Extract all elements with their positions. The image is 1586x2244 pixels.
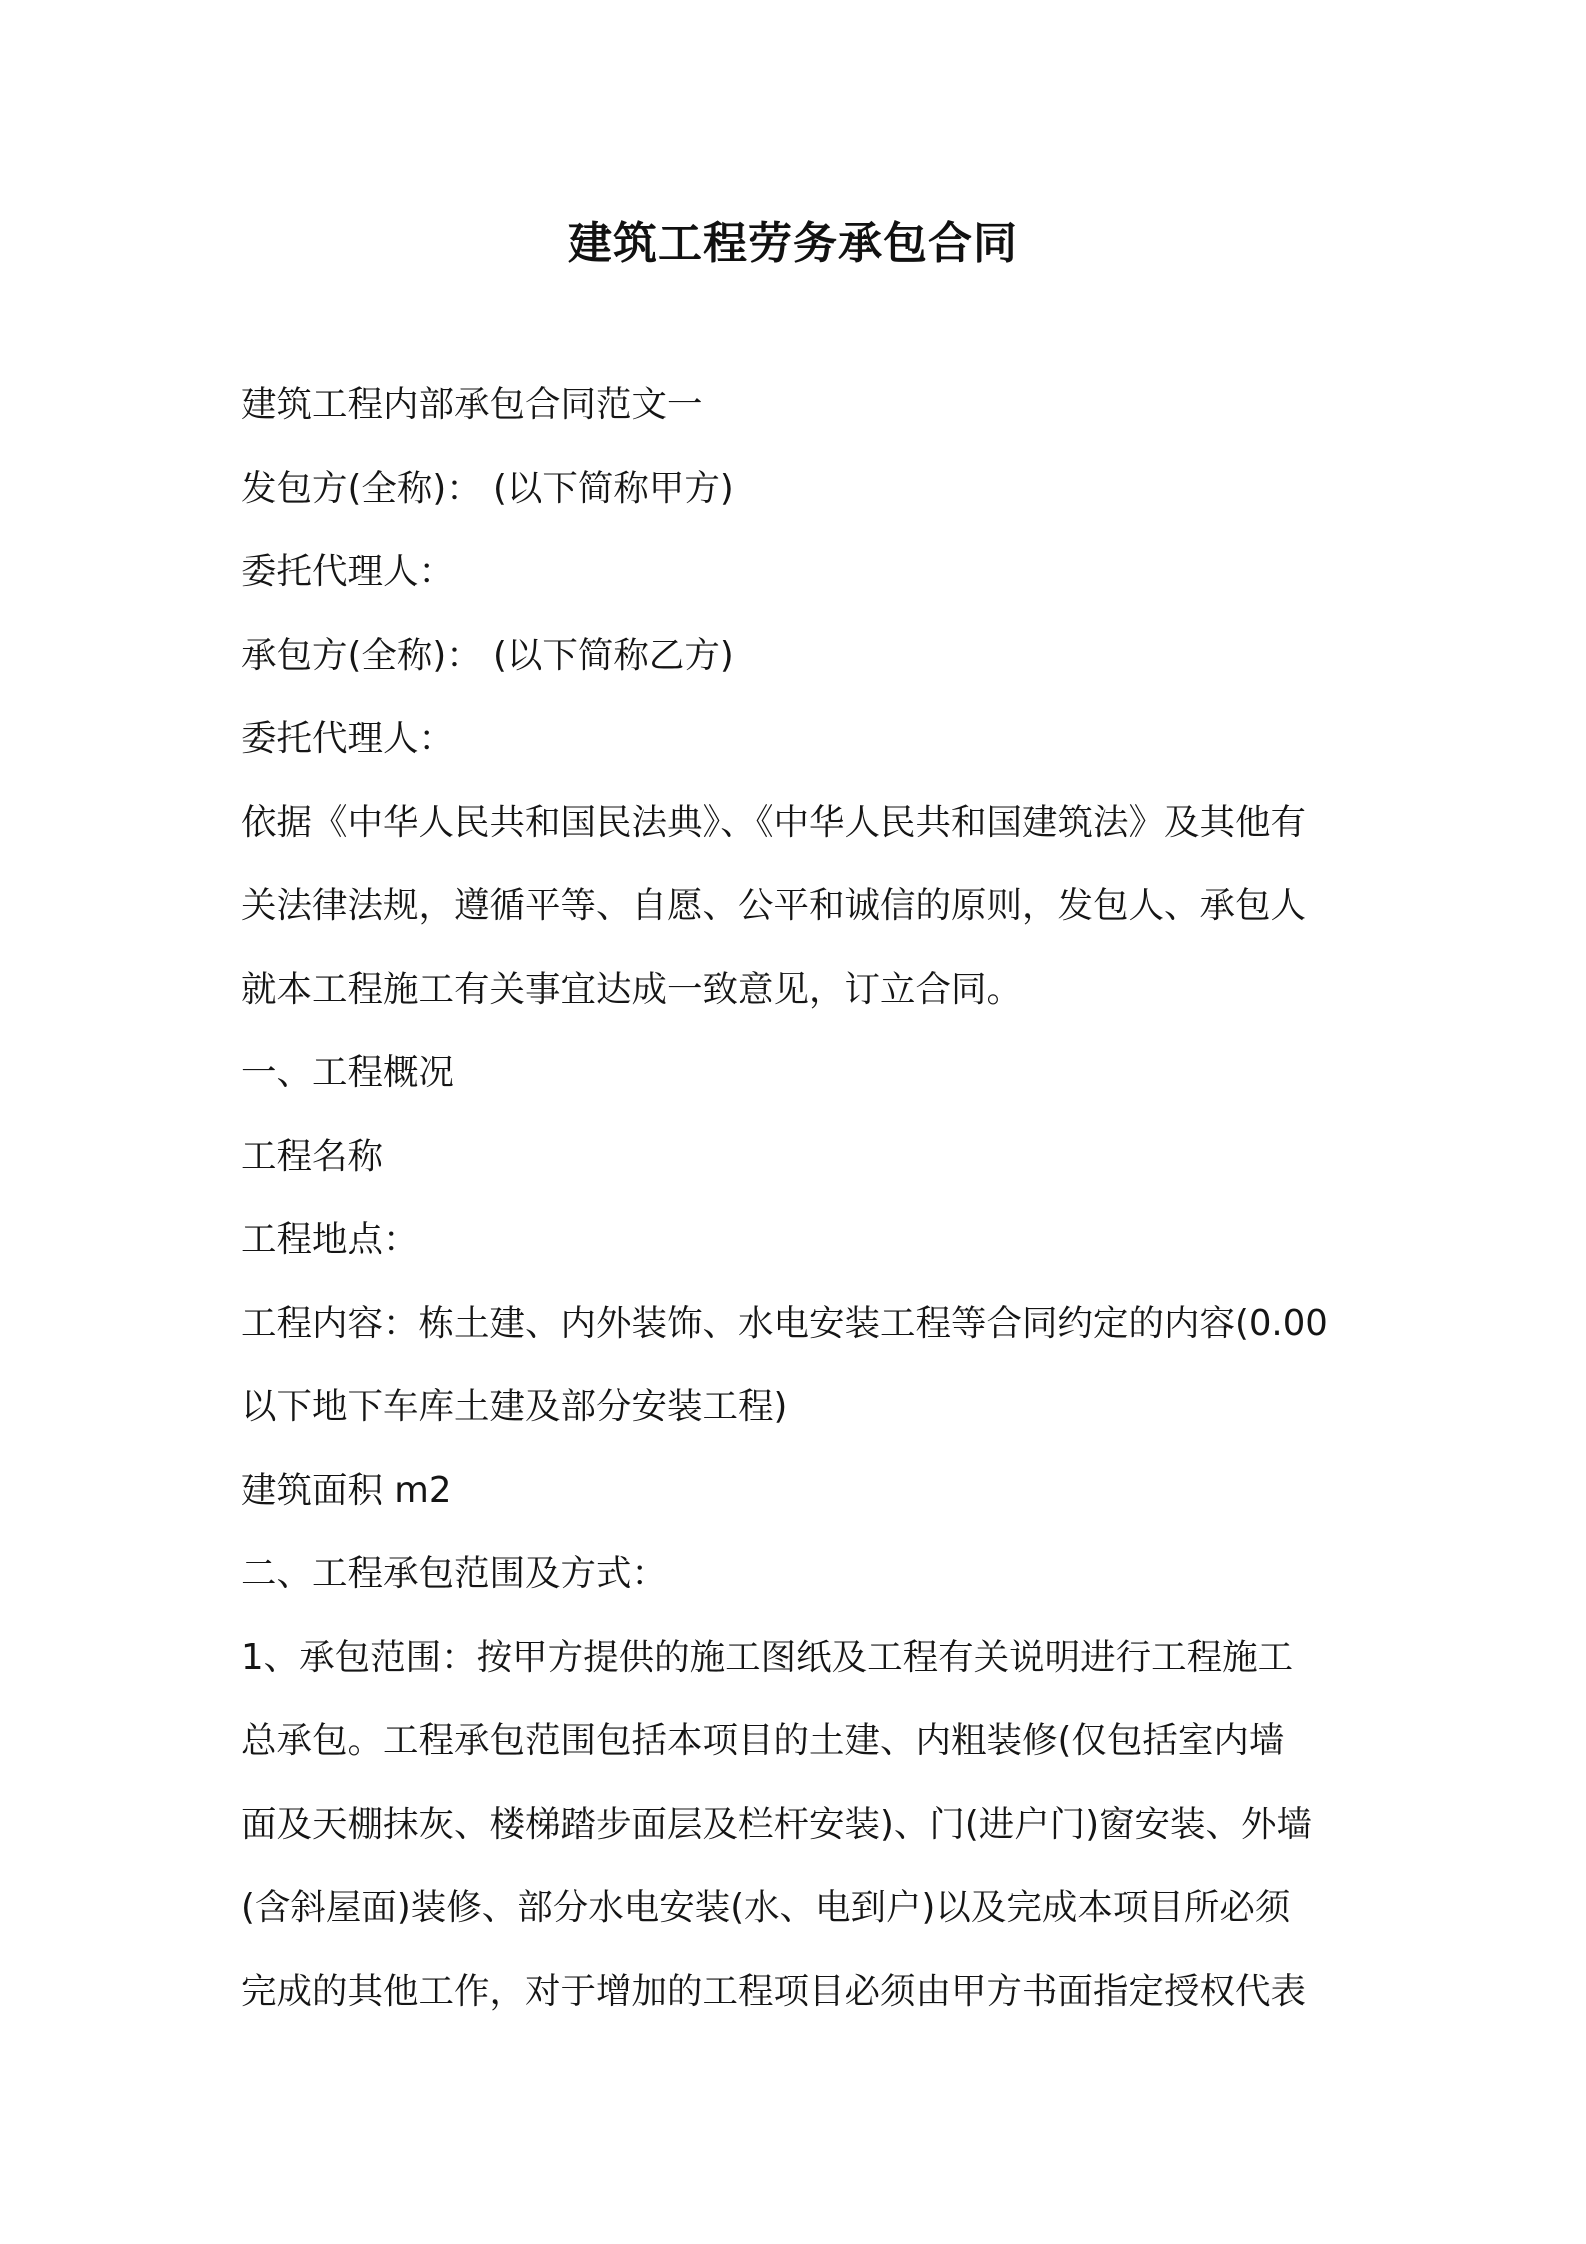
scope-line: 总承包。工程承包范围包括本项目的土建、内粗装修(仅包括室内墙 [241,1720,1285,1761]
preamble-line: 依据《中华人民共和国民法典》、《中华人民共和国建筑法》及其他有 [241,801,1307,843]
document-body [241,363,1361,2033]
section-heading: 一、工程概况 [241,1052,455,1093]
preamble-line: 关法律法规，遵循平等、自愿、公平和诚信的原则，发包人、承包人 [241,885,1307,926]
party-a-line: 发包方(全称)： (以下简称甲方) [241,467,734,509]
section-heading: 二、工程承包范围及方式： [241,1553,668,1594]
preamble-line: 就本工程施工有关事宜达成一致意见，订立合同。 [241,968,1023,1010]
project-location-line: 工程地点： [241,1219,419,1260]
building-area-line: 建筑面积 m2 [241,1469,452,1511]
party-a-agent-line: 委托代理人： [241,551,455,592]
scope-line: 面及天棚抹灰、楼梯踏步面层及栏杆安装)、门(进户门)窗安装、外墙 [241,1803,1313,1845]
party-b-line: 承包方(全称)： (以下简称乙方) [241,634,734,676]
document-title: 建筑工程劳务承包合同 [568,218,1018,269]
party-b-agent-line: 委托代理人： [241,718,455,759]
scope-line: 1、承包范围：按甲方提供的施工图纸及工程有关说明进行工程施工 [241,1636,1294,1678]
scope-line: 完成的其他工作，对于增加的工程项目必须由甲方书面指定授权代表 [241,1970,1307,2012]
project-content-line: 工程内容：栋土建、内外装饰、水电安装工程等合同约定的内容(0.00 [241,1302,1328,1344]
project-name-line: 工程名称 [241,1135,384,1177]
project-content-line: 以下地下车库土建及部分安装工程) [241,1386,788,1427]
scope-line: (含斜屋面)装修、部分水电安装(水、电到户)以及完成本项目所必须 [241,1887,1291,1928]
subtitle-line: 建筑工程内部承包合同范文一 [241,384,703,425]
